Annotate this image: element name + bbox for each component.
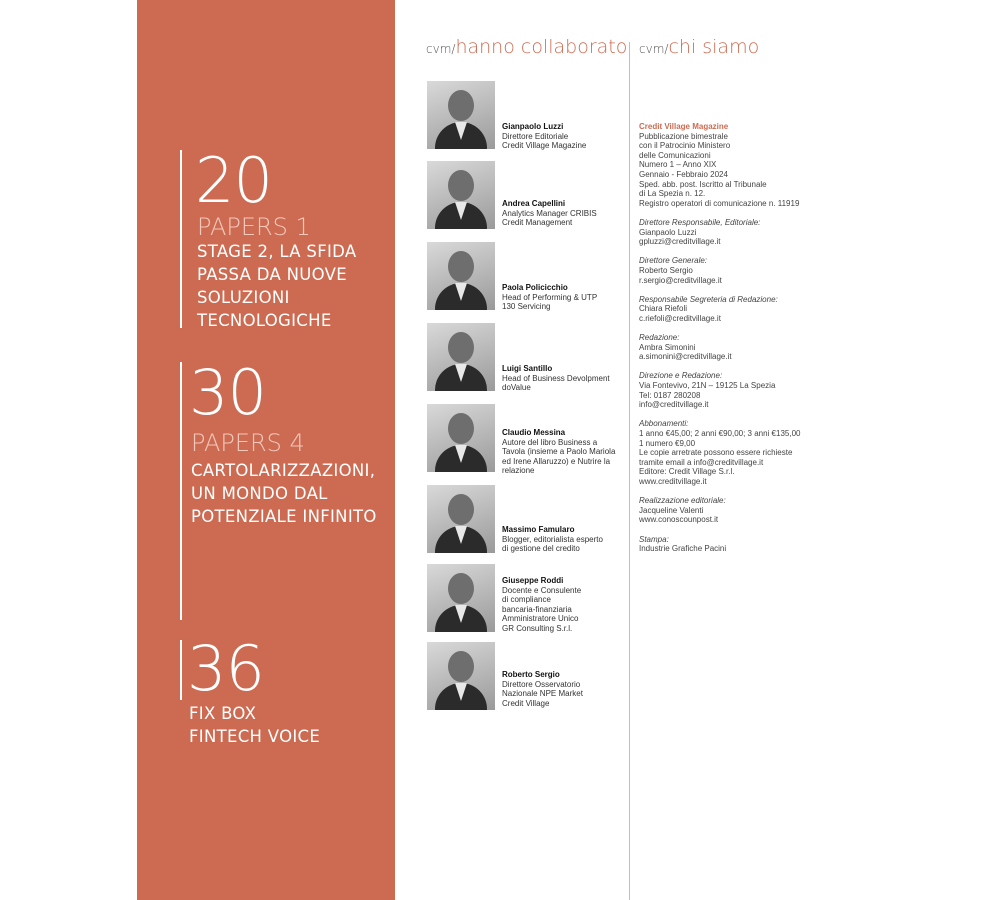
contributors-heading-prefix: cvm/ <box>426 42 456 56</box>
contributor-role: Autore del libro Business a Tavola (insieme a Paolo Mariola ed Irene Allaruzzo) e Nutrire la relazione <box>502 437 616 476</box>
toc-title-1-line: TECNOLOGICHE <box>197 311 332 330</box>
contributor-role: Blogger, editorialista esperto di gestione del credito <box>502 534 603 554</box>
contributor-name: Paola Policicchio <box>502 283 568 292</box>
toc-title-3 <box>189 702 320 748</box>
masthead-value: Gianpaolo Luzzi gpluzzi@creditvillage.it <box>639 227 721 247</box>
masthead-value: Via Fontevivo, 21N – 19125 La Spezia Tel: 0187 280208 info@creditvillage.it <box>639 381 776 410</box>
contributor-name: Luigi Santillo <box>502 364 553 373</box>
contributor-photo <box>427 242 495 310</box>
toc-title-1-line: SOLUZIONI <box>197 288 290 307</box>
contributor-name: Andrea Capellini <box>502 199 566 208</box>
contributor-info <box>502 199 630 228</box>
masthead-section <box>639 295 839 324</box>
contributor-name: Massimo Famularo <box>502 525 575 534</box>
masthead-value: Roberto Sergio r.sergio@creditvillage.it <box>639 265 722 285</box>
about-heading-prefix: cvm/ <box>639 42 669 56</box>
contributor-role: Docente e Consulente di compliance bancaria-finanziaria Amministratore Unico GR Consulting S.r.l. <box>502 585 582 633</box>
toc-title-3-line: FINTECH VOICE <box>189 727 321 746</box>
toc-number-2: 30 <box>189 356 266 429</box>
toc-kicker-1: PAPERS 1 <box>197 213 311 241</box>
toc-title-2-line: UN MONDO DAL <box>191 484 328 503</box>
about-heading <box>639 36 759 58</box>
masthead-value: Chiara Riefoli c.riefoli@creditvillage.it <box>639 304 721 323</box>
toc-kicker-2: PAPERS 4 <box>191 429 305 457</box>
contributor-info <box>502 576 630 634</box>
toc-rule-3 <box>180 640 182 700</box>
contributor-info <box>502 670 630 708</box>
contributors-heading <box>426 36 627 58</box>
contributor-role: Direttore Osservatorio Nazionale NPE Market Credit Village <box>502 679 583 708</box>
masthead-section <box>639 371 839 409</box>
toc-title-3-line: FIX BOX <box>189 704 257 723</box>
toc-title-1 <box>197 240 356 332</box>
contributor-photo <box>427 404 495 472</box>
toc-title-1-line: PASSA DA NUOVE <box>197 265 347 284</box>
contributor-info <box>502 283 630 312</box>
toc-title-2 <box>191 459 377 528</box>
contributor-role: Head of Business Devolpment doValue <box>502 373 610 393</box>
masthead-intro: Pubblicazione bimestrale con il Patrocinio Ministero delle Comunicazioni Numero 1 – Anno XIX Gennaio - Febbraio 2024 Sped. abb. post. Iscritto al Tribunale di La Spezia n. 12. Registro operatori di comunicazione n. 11919 <box>639 131 800 208</box>
masthead-label: Abbonamenti: <box>639 419 689 429</box>
contributors-heading-title: hanno collaborato <box>455 36 628 58</box>
contributor-info <box>502 428 630 476</box>
toc-number-1: 20 <box>195 144 272 217</box>
contributor-card <box>427 323 622 393</box>
contributor-card <box>427 564 622 634</box>
contributor-name: Claudio Messina <box>502 428 566 437</box>
toc-title-2-line: CARTOLARIZZAZIONI, <box>191 461 376 480</box>
contributor-info <box>502 122 630 151</box>
toc-title-1-line: STAGE 2, LA SFIDA <box>197 242 357 261</box>
masthead-label: Direttore Responsabile, Editoriale: <box>639 217 761 227</box>
contributor-role: Direttore Editoriale Credit Village Magazine <box>502 131 587 151</box>
toc-rule-2 <box>180 362 182 620</box>
masthead-section <box>639 256 839 285</box>
masthead-label: Direzione e Redazione: <box>639 371 723 381</box>
contributor-photo <box>427 564 495 632</box>
masthead-section <box>639 535 839 554</box>
contributor-info <box>502 364 630 393</box>
masthead-brand: Credit Village Magazine <box>639 122 729 131</box>
contributor-card <box>427 81 622 151</box>
masthead-section <box>639 218 839 247</box>
contributor-photo <box>427 81 495 149</box>
masthead-label: Responsabile Segreteria di Redazione: <box>639 294 778 304</box>
masthead <box>639 122 839 563</box>
masthead-section <box>639 419 839 486</box>
contributor-photo <box>427 161 495 229</box>
toc-number-3: 36 <box>187 632 264 705</box>
contributor-role: Head of Performing & UTP 130 Servicing <box>502 292 598 312</box>
contributor-name: Giuseppe Roddi <box>502 576 564 585</box>
masthead-label: Stampa: <box>639 534 669 544</box>
contributor-name: Roberto Sergio <box>502 670 560 679</box>
masthead-value: 1 anno €45,00; 2 anni €90,00; 3 anni €135,00 1 numero €9,00 Le copie arretrate possono essere richieste tramite email a info@creditvillage.it Editore: Credit Village S.r.l. www.creditvillage.it <box>639 429 801 486</box>
contributor-name: Gianpaolo Luzzi <box>502 122 564 131</box>
contributor-card <box>427 642 622 712</box>
masthead-section <box>639 496 839 525</box>
toc-title-2-line: POTENZIALE INFINITO <box>191 507 377 526</box>
contributor-card <box>427 485 622 555</box>
contributor-photo <box>427 323 495 391</box>
masthead-label: Direttore Generale: <box>639 256 708 266</box>
toc-rule-1 <box>180 150 182 328</box>
contributor-info <box>502 525 630 554</box>
masthead-value: Ambra Simonini a.simonini@creditvillage.it <box>639 342 732 362</box>
masthead-value: Jacqueline Valenti www.conoscounpost.it <box>639 505 719 525</box>
masthead-section <box>639 333 839 362</box>
contributor-photo <box>427 642 495 710</box>
contributor-card <box>427 404 622 474</box>
masthead-label: Redazione: <box>639 333 680 343</box>
toc-sidebar <box>137 0 395 900</box>
contributor-card <box>427 161 622 231</box>
contributor-photo <box>427 485 495 553</box>
contributor-role: Analytics Manager CRIBIS Credit Management <box>502 208 597 228</box>
about-heading-title: chi siamo <box>668 36 760 58</box>
masthead-label: Realizzazione editoriale: <box>639 496 726 506</box>
contributor-card <box>427 242 622 312</box>
masthead-value: Industrie Grafiche Pacini <box>639 544 727 554</box>
